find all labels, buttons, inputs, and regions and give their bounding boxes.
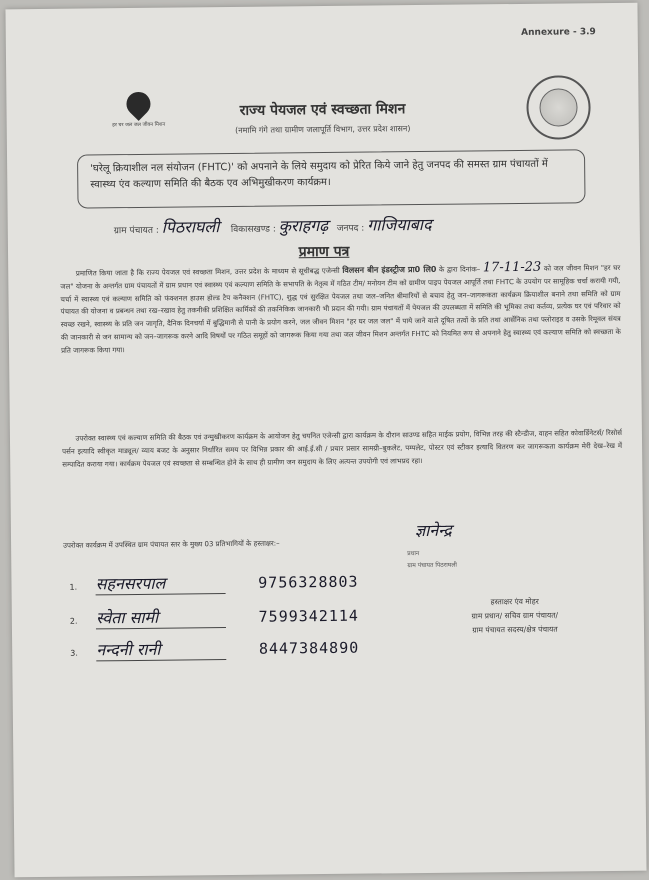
signatory-label-3: ग्राम पंचायत सदस्य/क्षेत्र पंचायत	[472, 624, 558, 635]
signatory-label-1: हस्ताक्षर एंव मोहर	[490, 596, 539, 607]
location-row	[114, 213, 432, 238]
para1-intro: प्रमाणित किया जाता है कि राज्य पेयजल एवं स्वच्छता मिशन, उत्तर प्रदेश के माध्यम से सूचीबद्ध एजेन्सी	[75, 266, 340, 278]
date-label: के द्वारा दिनांक–	[438, 265, 481, 274]
document-page	[5, 3, 646, 878]
rep-name: सहनसरपाल	[96, 571, 226, 595]
annexure-label: Annexure - 3.9	[521, 27, 596, 38]
signatures-caption: उपरोक्त कार्यक्रम में उपस्थित ग्राम पंचायत स्तर के मुख्य 03 प्रतिभागियों के हस्ताक्षर:–	[63, 539, 280, 550]
representative-row: 1. सहनसरपाल 9756328803	[69, 572, 359, 594]
rep-phone: 8447384890	[258, 638, 360, 658]
gram-panchayat-value: पिठराघली	[161, 217, 220, 237]
date-value: 17-11-23	[482, 259, 542, 276]
district-value: गाजियाबाद	[367, 214, 432, 235]
gram-panchayat-label: ग्राम पंचायत :	[113, 225, 159, 237]
rep-phone: 7599342114	[258, 606, 359, 626]
rep-name: नन्दनी रानी	[96, 637, 226, 661]
para2-body: उपरोक्त स्वास्थ्य एवं कल्याण समिति की बैठक एवं उन्मुखीकरण कार्यक्रम के आयोजन हेतु चयनित एजेन्सी द्वारा कार्यक्रम के दौरान साउण्ड सहित माईक प्रयोग, विभिन्न तरह की स्टैन्डीज, वाहन सहित कोवार्डिनेटर्स/ रिसोर्स पर्सन इत्यादि स्वीकृत माड्यूल/ व्याय बजट के अनुसार निर्धारित समय पर विभिन्न प्रकार की आई.ई.सी / प्रचार प्रसार सामग्री–बुकलेट, पम्पलेट, पोस्टर एवं स्टीकर इत्यादि वितरण कर जागरूकता कार्यक्रम मेरी देख–रेख में सम्पादित कराया गया। कार्यक्रम पेयजल एवं स्वच्छता से सम्बन्धित होने के साथ ही ग्रामीण जन समुदाय के लिए अत्यन्त उपयोगी एवं लाभप्रद रहा।	[62, 428, 623, 469]
district-label: जनपद :	[336, 223, 365, 234]
rep-phone: 9756328803	[258, 572, 359, 592]
stamp-line-1: प्रधान	[407, 550, 420, 558]
paragraph-2	[62, 427, 622, 471]
block-label: विकासखण्ड :	[230, 224, 276, 235]
signatory-label-2: ग्राम प्रधान/ सचिव ग्राम पंचायत/	[471, 610, 559, 621]
pradhan-signature: ज्ञानेन्द्र	[414, 520, 452, 541]
rep-number: 2	[69, 616, 76, 626]
agency-name: विलसन बीन इंडस्ट्रीज प्रा0 लि0	[342, 264, 437, 275]
mission-title: राज्य पेयजल एवं स्वच्छता मिशन	[239, 101, 406, 119]
certificate-title: प्रमाण पत्र	[298, 243, 350, 261]
block-value: कुराहगढ़	[278, 215, 329, 236]
rep-number: 1	[69, 582, 75, 592]
logo-tagline: हर घर जल जल जीवन मिशन	[112, 121, 166, 129]
paragraph-1	[60, 261, 621, 357]
stamp-line-2: ग्राम पंचायत पिठराघली	[407, 561, 457, 570]
representative-row: 3. नन्दनी रानी 8447384890	[70, 638, 360, 660]
mission-subtitle: (नमामि गंगे तथा ग्रामीण जलापूर्ति विभाग, उत्तर प्रदेश शासन)	[235, 124, 411, 135]
government-seal-icon	[526, 75, 591, 140]
representative-row: 2. स्वेता सामी 7599342114	[69, 606, 359, 628]
programme-box: 'घरेलू क्रियाशील नल संयोजन (FHTC)' को अपनाने के लिये समुदाय को प्रेरित किये जाने हेतु जनपद की समस्त ग्राम पंचायतों में स्वास्थ्य एंव कल्याण समिति की बैठक एव अभिमुखीकरण कार्यक्रम।	[77, 149, 586, 208]
rep-number: 3	[70, 648, 76, 658]
rep-name: स्वेता सामी	[96, 605, 226, 629]
para1-body: को जल जीवन मिशन "हर घर जल" योजना के अन्तर्गत ग्राम पंचायतों में ग्राम प्रधान एवं स्वास्थ्य एवं कल्याण समिति के सभापति के नेतृत्व में गठित टीम/ मनोयन टीम को ग्रामीण पाइप पेयजल आपूर्ति तथा FHTC के उपयोग पर सामूहिक चर्चा करायी गयी, चर्चा में स्वास्थ्य एवं कल्याण समिति को फंक्शनल हाउस होल्ड टैप कनैक्शन (FHTC), शुद्ध एवं सुरक्षित पेयजल तथा जल–जनित बीमारियों से बचाव हेतु जन–जागरूकता कार्यक्रम क्रियाशील बनाने तथा समिति को ग्राम पंचायत की योजना व प्रबन्धन तथा रख–रखाव हेतु तकनीकी प्रशिक्षित कार्मिकों की तकनिकिक जानकारी भी प्रदान की गयी। ग्राम पंचायतों में पेयजल की उपलब्धता में समिति की भूमिका तथा कर्तव्य, प्रत्येक घर एवं परिवार को स्वच्छ रखने, स्वास्थ्य के प्रति जन जागृति, दैनिक दिनचर्या में बुद्धिमानी से पानी के प्रयोग करने, जल जीवन मिशन "हर घर जल जल" में पाये जाने वाले दूषित तत्वों के प्रति तथा आर्सेनिक तथा फ्लोराइड व उसके रिमूवल संयत्र की जानकारी से जन सामान्य को जन–जागरूक करने आदि विषयों पर गठित समूहों को जागरूक किया गया तथा जल जीवन मिशन अन्तर्गत FHTC को नियमित रूप से अपनाने हेतु स्वास्थ्य एवं कल्याण समिति को स्वच्छता के प्रति जागरूक किया गया।	[60, 263, 621, 355]
